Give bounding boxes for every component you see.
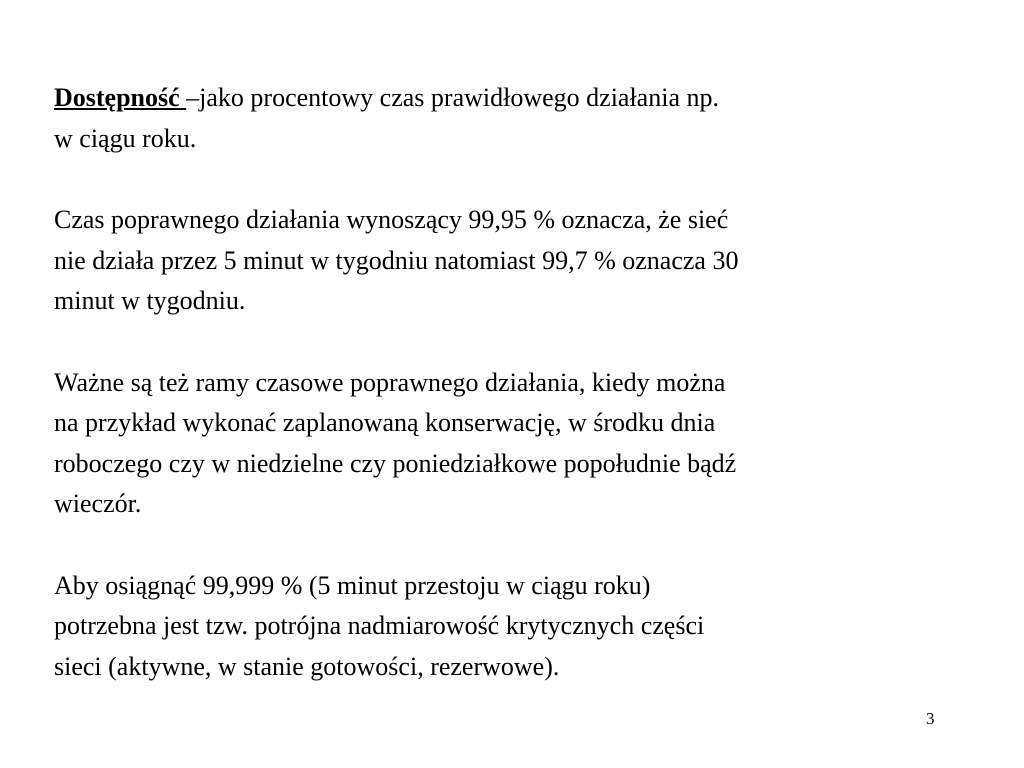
uptime-paragraph	[54, 200, 974, 322]
page-number: 3	[926, 709, 935, 728]
slide-content	[54, 78, 974, 687]
definition-text: –jako procentowy czas prawidłowego działania np.	[186, 83, 719, 112]
redundancy-line-1: Aby osiągnąć 99,999 % (5 minut przestoju w ciągu roku)	[54, 570, 651, 600]
redundancy-paragraph	[54, 566, 974, 688]
term-availability: Dostępność	[54, 83, 187, 112]
uptime-line-3: minut w tygodniu.	[54, 286, 246, 315]
uptime-line-1: Czas poprawnego działania wynoszący 99,95 % oznacza, że sieć	[54, 205, 729, 234]
uptime-line-2: nie działa przez 5 minut w tygodniu natomiast 99,7 % oznacza 30	[54, 245, 739, 275]
maintenance-paragraph	[54, 363, 974, 525]
definition-paragraph	[54, 78, 974, 159]
maintenance-line-3: roboczego czy w niedzielne czy poniedziałkowe popołudnie bądź	[54, 448, 737, 478]
redundancy-line-3: sieci (aktywne, w stanie gotowości, rezerwowe).	[54, 651, 560, 681]
maintenance-line-1: Ważne są też ramy czasowe poprawnego działania, kiedy można	[54, 367, 726, 397]
redundancy-line-2: potrzebna jest tzw. potrójna nadmiarowość krytycznych części	[54, 611, 705, 640]
maintenance-line-4: wieczór.	[54, 489, 142, 518]
maintenance-line-2: na przykład wykonać zaplanowaną konserwację, w środku dnia	[54, 408, 716, 437]
definition-text-line-2: w ciągu roku.	[54, 123, 197, 153]
